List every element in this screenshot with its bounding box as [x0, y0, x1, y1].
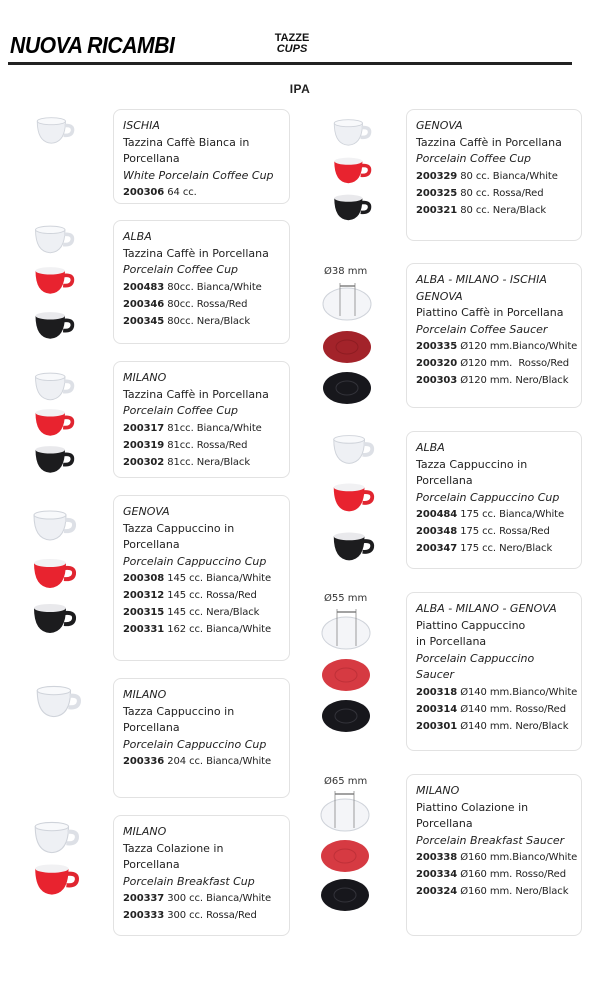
- cup-white-icon: [328, 431, 376, 467]
- product-name-it: Piattino Caffè in Porcellana: [416, 306, 564, 319]
- dimension-marker-icon: [320, 788, 370, 832]
- product-code: 200320: [416, 358, 458, 369]
- product-code: 200308: [123, 573, 165, 584]
- product-name-it-2: Porcellana: [416, 817, 473, 830]
- cup-red-icon: [30, 405, 76, 439]
- product-name-it-2: Porcellana: [123, 538, 180, 551]
- product-line: MILANO: [123, 688, 167, 701]
- saucer-black-icon: [322, 368, 372, 408]
- cup-white-icon: [32, 112, 76, 148]
- product-line-2: GENOVA: [416, 289, 463, 303]
- product-desc: 80cc. Nera/Black: [167, 315, 251, 327]
- saucer-red-icon: [321, 656, 371, 694]
- product-name-it: Tazzina Caffè Bianca in: [123, 135, 250, 149]
- product-card-alba-cappuccino-cup: [406, 431, 582, 569]
- product-code-row: [416, 540, 581, 557]
- product-code-row: [123, 753, 289, 770]
- dimension-marker-icon: [322, 280, 372, 320]
- product-code: 200345: [123, 315, 165, 327]
- product-code-row: [416, 338, 581, 355]
- product-code: 200318: [416, 686, 458, 698]
- product-code: 200303: [416, 375, 458, 386]
- product-desc: 175 cc. Rossa/Red: [460, 526, 550, 537]
- product-name-it: Piattino Cappuccino: [416, 618, 526, 632]
- product-desc: 64 cc.: [167, 187, 197, 198]
- product-desc: Ø120 mm.Bianco/White: [460, 341, 578, 352]
- product-code-row: [416, 506, 581, 523]
- product-desc: 145 cc. Bianca/White: [167, 573, 272, 584]
- product-name-it-2: in Porcellana: [416, 635, 487, 648]
- product-line: GENOVA: [416, 119, 463, 132]
- product-desc: 81cc. Nera/Black: [167, 456, 251, 468]
- saucer-dimension-label: Ø55 mm: [324, 593, 368, 604]
- product-desc: 80 cc. Nera/Black: [460, 204, 547, 216]
- product-code-row: [416, 701, 581, 718]
- product-name-it: Tazza Cappuccino in: [416, 457, 528, 471]
- product-code: 200315: [123, 607, 165, 618]
- product-line: ALBA: [416, 441, 445, 454]
- product-code-row: [123, 570, 289, 587]
- cup-red-icon: [29, 860, 81, 898]
- product-code-row: [123, 296, 289, 313]
- cup-white-icon: [29, 818, 81, 856]
- product-code: 200317: [123, 422, 165, 434]
- product-name-it-2: Porcellana: [123, 152, 180, 165]
- product-code: 200336: [123, 756, 165, 767]
- saucer-red-icon: [322, 328, 372, 366]
- cup-red-icon: [329, 151, 373, 189]
- product-line: ISCHIA: [123, 119, 160, 132]
- product-code: 200348: [416, 526, 458, 537]
- title-english: CUPS: [276, 43, 308, 55]
- cup-black-icon: [329, 189, 373, 225]
- dimension-marker-icon: [321, 606, 371, 650]
- product-code-row: [123, 437, 289, 454]
- product-code: 200329: [416, 170, 458, 182]
- cup-red-icon: [328, 478, 376, 516]
- product-name-it: Piattino Colazione in: [416, 800, 529, 814]
- cup-black-icon: [30, 307, 76, 343]
- product-line: ALBA - MILANO - GENOVA: [416, 602, 557, 615]
- product-name-it: Tazzina Caffè in Porcellana: [123, 387, 269, 401]
- product-code-row: [416, 523, 581, 540]
- cup-white-icon: [30, 369, 76, 403]
- product-card-milano-cappuccino-cup: [113, 678, 290, 798]
- product-desc: Ø120 mm. Rosso/Red: [460, 358, 570, 369]
- product-desc: 300 cc. Bianca/White: [167, 893, 272, 904]
- product-code: 200324: [416, 886, 458, 897]
- product-card-genova-cappuccino-cup: [113, 495, 290, 661]
- product-code: 200302: [123, 456, 165, 468]
- product-code: 200484: [416, 509, 458, 520]
- product-code-row: [123, 621, 289, 638]
- product-desc: 81cc. Bianca/White: [167, 422, 262, 434]
- product-card-genova-coffee-cup: [406, 109, 582, 241]
- product-code-row: [416, 866, 581, 883]
- product-code-row: [123, 604, 289, 621]
- product-code-row: [123, 454, 289, 471]
- product-desc: Ø160 mm. Nero/Black: [460, 886, 569, 897]
- product-code-row: [123, 420, 289, 437]
- product-desc: 145 cc. Nera/Black: [167, 607, 260, 618]
- product-code-row: [123, 279, 289, 296]
- product-code-row: [416, 718, 581, 735]
- product-desc: Ø160 mm.Bianco/White: [460, 852, 578, 863]
- product-code: 200331: [123, 624, 165, 635]
- product-name-en: Porcelain Cappuccino Cup: [123, 737, 267, 751]
- product-code: 200334: [416, 869, 458, 880]
- product-code-row: [123, 907, 289, 924]
- product-code-row: [123, 184, 289, 201]
- product-code: 200346: [123, 298, 165, 310]
- product-name-it-2: Porcellana: [416, 474, 473, 487]
- product-desc: 300 cc. Rossa/Red: [167, 910, 257, 921]
- product-desc: 80cc. Rossa/Red: [167, 298, 248, 310]
- title-italian: TAZZE: [274, 32, 310, 44]
- product-desc: 175 cc. Bianca/White: [460, 509, 565, 520]
- product-code: 200483: [123, 281, 165, 293]
- product-code: 200321: [416, 204, 458, 216]
- product-name-it: Tazza Cappuccino in: [123, 704, 235, 718]
- product-name-it-2: Porcellana: [123, 858, 180, 871]
- brand-name: NUOVA RICAMBI: [10, 32, 175, 58]
- cup-black-icon: [30, 442, 76, 476]
- saucer-red-icon: [320, 838, 370, 874]
- product-line: ALBA - MILANO - ISCHIA: [416, 273, 547, 286]
- product-line: MILANO: [416, 784, 460, 797]
- product-desc: 162 cc. Bianca/White: [167, 624, 272, 635]
- cup-black-icon: [28, 598, 78, 638]
- product-desc: Ø140 mm.Bianco/White: [460, 686, 578, 698]
- product-code: 200306: [123, 187, 165, 198]
- cup-white-icon: [30, 222, 76, 256]
- product-code-row: [123, 313, 289, 330]
- product-code-row: [416, 202, 581, 219]
- product-code-row: [416, 684, 581, 701]
- product-card-cappuccino-saucer: [406, 592, 582, 751]
- product-name-en-2: Saucer: [416, 668, 455, 681]
- product-name-en: Porcelain Breakfast Saucer: [416, 833, 565, 847]
- product-line: GENOVA: [123, 505, 170, 518]
- product-code: 200301: [416, 720, 458, 732]
- product-desc: 81cc. Rossa/Red: [167, 439, 248, 451]
- product-code-row: [416, 355, 581, 372]
- product-card-milano-breakfast-cup: [113, 815, 290, 936]
- cup-white-icon: [329, 112, 373, 152]
- product-code: 200337: [123, 893, 165, 904]
- product-name-en: Porcelain Coffee Saucer: [416, 322, 548, 336]
- product-code-row: [416, 372, 581, 389]
- product-card-coffee-saucer: [406, 263, 582, 408]
- product-code-row: [416, 185, 581, 202]
- product-desc: 204 cc. Bianca/White: [167, 756, 272, 767]
- product-desc: Ø140 mm. Nero/Black: [460, 720, 569, 732]
- product-card-alba-coffee-cup: [113, 220, 290, 344]
- product-name-it: Tazzina Caffè in Porcellana: [416, 135, 562, 149]
- product-code: 200319: [123, 439, 165, 451]
- product-name-en: Porcelain Coffee Cup: [416, 152, 532, 165]
- saucer-black-icon: [320, 876, 370, 914]
- product-name-en: Porcelain Coffee Cup: [123, 404, 239, 417]
- product-card-milano-coffee-cup: [113, 361, 290, 478]
- saucer-dimension-label: Ø38 mm: [324, 266, 368, 277]
- product-code: 200347: [416, 543, 458, 554]
- product-card-ischia-coffee-cup: [113, 109, 290, 204]
- product-name-it-2: Porcellana: [123, 721, 180, 734]
- product-name-en: Porcelain Coffee Cup: [123, 263, 239, 276]
- product-desc: Ø160 mm. Rosso/Red: [460, 869, 566, 880]
- product-code-row: [416, 168, 581, 185]
- product-name-it: Tazza Colazione in: [123, 841, 224, 855]
- cup-black-icon: [328, 527, 376, 565]
- product-code-row: [416, 883, 581, 900]
- saucer-black-icon: [321, 697, 371, 735]
- cup-white-icon: [28, 503, 78, 547]
- page-header-title: [262, 33, 322, 55]
- product-line: MILANO: [123, 825, 167, 838]
- product-line: MILANO: [123, 371, 167, 384]
- saucer-dimension-label: Ø65 mm: [324, 776, 368, 787]
- product-name-en: Porcelain Cappuccino: [416, 651, 535, 665]
- product-name-en: Porcelain Cappuccino Cup: [416, 490, 560, 504]
- cup-red-icon: [28, 551, 78, 595]
- brand-logo: [10, 32, 174, 59]
- product-name-it: Tazza Cappuccino in: [123, 521, 235, 535]
- product-desc: 80 cc. Rossa/Red: [460, 187, 544, 199]
- product-card-breakfast-saucer: [406, 774, 582, 936]
- product-name-en: Porcelain Cappuccino Cup: [123, 554, 267, 568]
- cup-white-icon: [31, 682, 83, 720]
- product-desc: Ø140 mm. Rosso/Red: [460, 703, 566, 715]
- product-code: 200312: [123, 590, 165, 601]
- product-desc: 80cc. Bianca/White: [167, 281, 262, 293]
- product-desc: Ø120 mm. Nero/Black: [460, 375, 569, 386]
- section-title: IPA: [289, 82, 311, 96]
- cup-red-icon: [30, 263, 76, 297]
- product-code: 200338: [416, 852, 458, 863]
- header-rule: [8, 62, 572, 65]
- product-code: 200333: [123, 910, 165, 921]
- product-name-en: White Porcelain Coffee Cup: [123, 168, 274, 182]
- product-code: 200325: [416, 187, 458, 199]
- product-code: 200314: [416, 703, 458, 715]
- product-code-row: [416, 849, 581, 866]
- product-code: 200335: [416, 341, 458, 352]
- product-name-en: Porcelain Breakfast Cup: [123, 874, 255, 888]
- product-code-row: [123, 587, 289, 604]
- product-desc: 80 cc. Bianca/White: [460, 170, 558, 182]
- product-desc: 145 cc. Rossa/Red: [167, 590, 257, 601]
- product-name-it: Tazzina Caffè in Porcellana: [123, 246, 269, 260]
- product-line: ALBA: [123, 230, 152, 243]
- product-desc: 175 cc. Nero/Black: [460, 543, 553, 554]
- product-code-row: [123, 890, 289, 907]
